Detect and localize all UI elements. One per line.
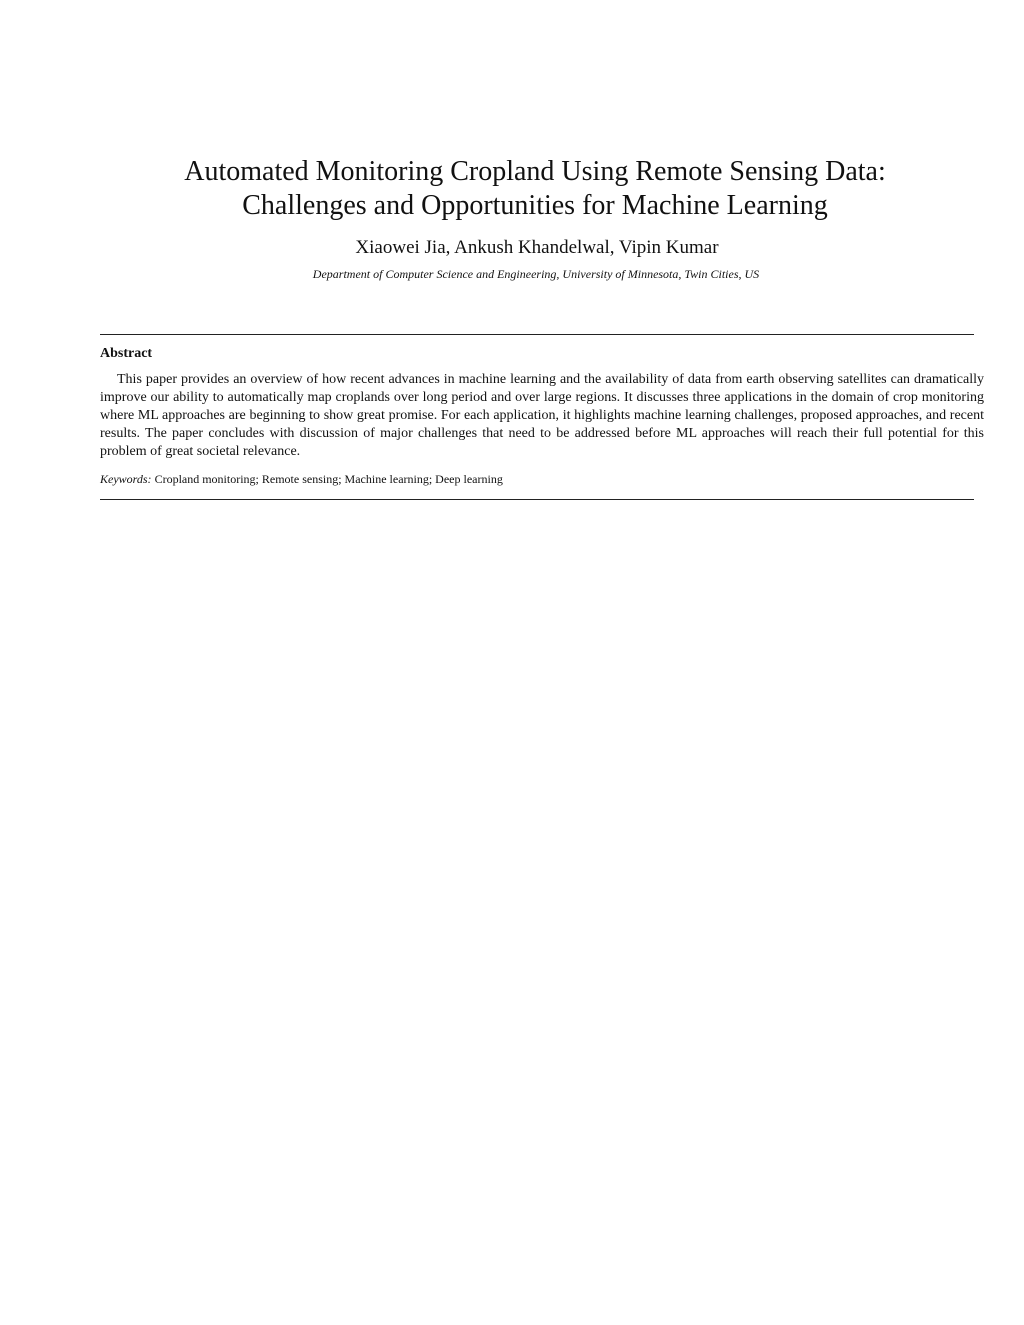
author-list: Xiaowei Jia, Ankush Khandelwal, Vipin Kumar — [355, 237, 719, 258]
abstract-text: This paper provides an overview of how recent advances in machine learning and the availability of data from earth observing satellites can dramatically improve our ability to automatically map croplands over long period and over large regions. It discusses three applications in the domain of crop monitoring where ML approaches are beginning to show great promise. For each application, it highlights machine learning challenges, proposed approaches, and recent results. The paper concludes with discussion of major challenges that need to be addressed before ML approaches will reach their full potential for this problem of great societal relevance. — [100, 372, 984, 459]
abstract-bottom-divider — [100, 499, 974, 500]
paper-title-line-1: Automated Monitoring Cropland Using Remote Sensing Data: — [184, 156, 886, 187]
keywords-text: Cropland monitoring; Remote sensing; Machine learning; Deep learning — [154, 472, 503, 486]
paper-title — [0, 155, 1024, 223]
keywords-line — [100, 471, 980, 487]
abstract-top-divider — [100, 334, 974, 335]
paper-title-line-2: Challenges and Opportunities for Machine Learning — [242, 190, 828, 221]
abstract-heading: Abstract — [100, 346, 153, 361]
keywords-label: Keywords: — [100, 472, 152, 486]
author-affiliation: Department of Computer Science and Engineering, University of Minnesota, Twin Cities, US — [312, 267, 760, 281]
